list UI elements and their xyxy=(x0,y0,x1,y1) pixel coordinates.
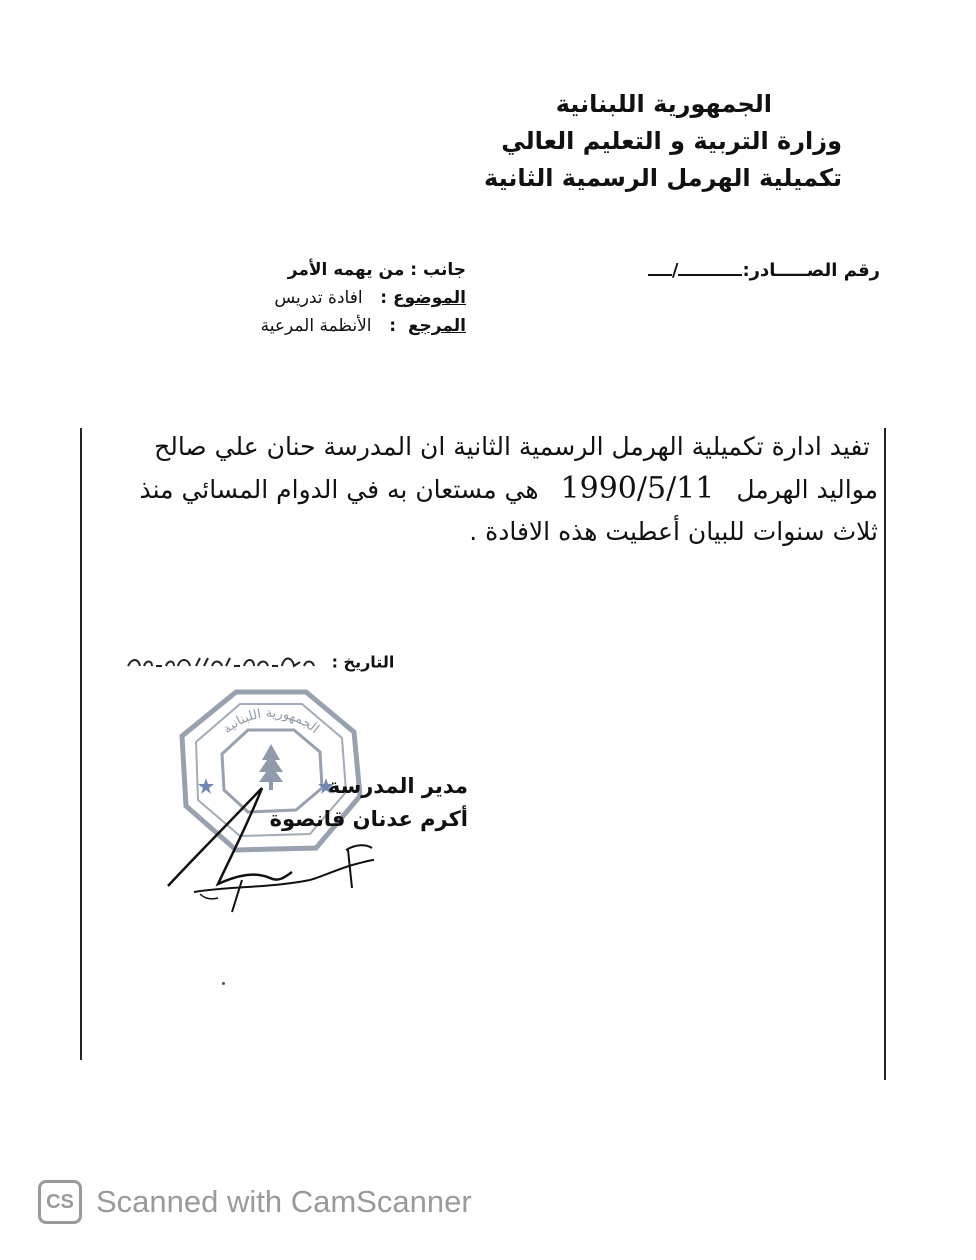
subject-value: افادة تدريس xyxy=(274,288,363,308)
body-line-3: ثلاث سنوات للبيان أعطيت هذه الافادة . xyxy=(469,517,878,546)
letterhead-ministry: وزارة التربية و التعليم العالي xyxy=(501,127,842,155)
body-line-2-start: مواليد الهرمل xyxy=(736,475,878,504)
reference-value: الأنظمة المرعية xyxy=(260,316,372,336)
issue-number xyxy=(648,256,880,281)
reference-label: المرجع xyxy=(407,316,466,336)
birth-date: 1990/5/11 xyxy=(560,471,715,506)
handwritten-date xyxy=(126,652,326,674)
letterhead-republic: الجمهورية اللبنانية xyxy=(555,90,772,118)
signer-name: أكرم عدنان قانصوة xyxy=(269,807,468,831)
issue-year-blank xyxy=(648,256,672,276)
speck xyxy=(222,982,225,985)
camscanner-text: Scanned with CamScanner xyxy=(96,1184,472,1219)
svg-text:الجمهورية اللبنانية xyxy=(220,706,321,737)
reference-block xyxy=(261,256,466,340)
recipient-value: من يهمه الأمر xyxy=(287,260,405,280)
body-line-1: تفيد ادارة تكميلية الهرمل الرسمية الثانية ان المدرسة حنان علي صالح xyxy=(154,432,870,461)
recipient-line xyxy=(261,256,466,284)
camscanner-logo-icon: CS xyxy=(38,1180,82,1224)
subject-line: الموضوع : افادة تدريس xyxy=(274,288,466,308)
body-border-left xyxy=(80,428,82,1060)
signer-title: مدير المدرسة xyxy=(327,774,468,798)
subject-label: الموضوع xyxy=(393,288,466,308)
camscanner-watermark xyxy=(38,1180,472,1224)
body-border-right xyxy=(884,428,886,1080)
date-line xyxy=(126,652,394,674)
stamp-arc-text: الجمهورية اللبنانية xyxy=(220,705,322,737)
issue-number-separator: / xyxy=(671,260,679,281)
certificate-body xyxy=(98,426,878,553)
recipient-label: جانب : xyxy=(410,260,466,280)
signer-block xyxy=(270,770,468,836)
issue-number-label: رقم الصـــــادر: xyxy=(742,260,880,281)
issue-number-blank xyxy=(678,256,742,276)
reference-line: المرجع : الأنظمة المرعية xyxy=(260,316,466,336)
letterhead-school: تكميلية الهرمل الرسمية الثانية xyxy=(484,164,842,192)
body-line-2-end: هي مستعان به في الدوام المسائي منذ xyxy=(139,475,539,504)
body-line-2 xyxy=(98,468,878,511)
letterhead xyxy=(484,86,842,197)
date-label: التاريخ : xyxy=(331,652,395,672)
